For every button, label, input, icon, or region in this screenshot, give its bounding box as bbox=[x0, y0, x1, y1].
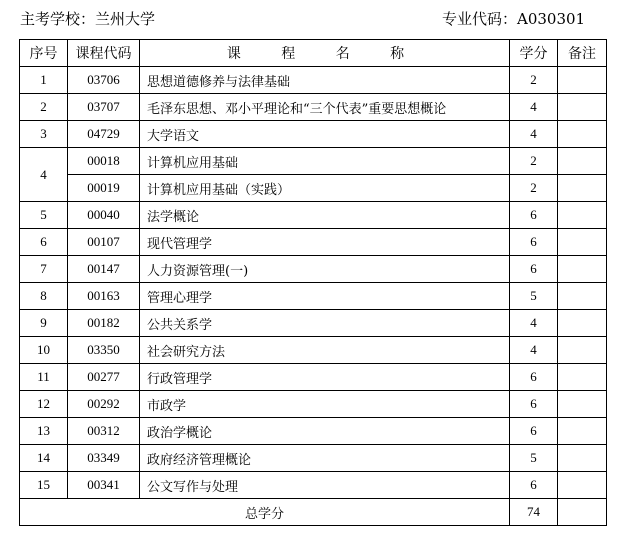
course-table bbox=[19, 39, 607, 526]
cell-code: 00341 bbox=[68, 472, 140, 499]
cell-code: 00182 bbox=[68, 310, 140, 337]
table-row bbox=[20, 418, 607, 445]
column-header-note: 备注 bbox=[558, 40, 607, 67]
cell-seq: 5 bbox=[20, 202, 68, 229]
cell-note bbox=[558, 310, 607, 337]
cell-note bbox=[558, 256, 607, 283]
cell-seq: 6 bbox=[20, 229, 68, 256]
cell-seq: 13 bbox=[20, 418, 68, 445]
cell-credit: 4 bbox=[510, 94, 558, 121]
cell-credit: 6 bbox=[510, 202, 558, 229]
cell-code: 00277 bbox=[68, 364, 140, 391]
cell-note bbox=[558, 337, 607, 364]
cell-seq: 9 bbox=[20, 310, 68, 337]
cell-name: 大学语文 bbox=[140, 121, 510, 148]
cell-note bbox=[558, 472, 607, 499]
school-label: 主考学校：兰州大学 bbox=[20, 10, 156, 28]
cell-code: 00163 bbox=[68, 283, 140, 310]
table-row bbox=[20, 67, 607, 94]
cell-credit: 6 bbox=[510, 472, 558, 499]
cell-seq: 1 bbox=[20, 67, 68, 94]
table-row bbox=[20, 445, 607, 472]
cell-code: 00019 bbox=[68, 175, 140, 202]
total-credits-value: 74 bbox=[510, 499, 558, 526]
table-row bbox=[20, 283, 607, 310]
cell-note bbox=[558, 175, 607, 202]
cell-code: 04729 bbox=[68, 121, 140, 148]
cell-name: 思想道德修养与法律基础 bbox=[140, 67, 510, 94]
table-row bbox=[20, 256, 607, 283]
total-row bbox=[20, 499, 607, 526]
table-row bbox=[20, 202, 607, 229]
column-header-seq: 序号 bbox=[20, 40, 68, 67]
table-row bbox=[20, 229, 607, 256]
cell-credit: 5 bbox=[510, 445, 558, 472]
total-note bbox=[558, 499, 607, 526]
cell-note bbox=[558, 283, 607, 310]
cell-note bbox=[558, 364, 607, 391]
cell-note bbox=[558, 202, 607, 229]
cell-name: 管理心理学 bbox=[140, 283, 510, 310]
cell-credit: 6 bbox=[510, 229, 558, 256]
cell-note bbox=[558, 67, 607, 94]
cell-seq: 10 bbox=[20, 337, 68, 364]
cell-code: 00147 bbox=[68, 256, 140, 283]
table-row bbox=[20, 148, 607, 175]
cell-code: 03349 bbox=[68, 445, 140, 472]
cell-seq: 3 bbox=[20, 121, 68, 148]
cell-name: 人力资源管理(一) bbox=[140, 256, 510, 283]
cell-name: 社会研究方法 bbox=[140, 337, 510, 364]
cell-name: 法学概论 bbox=[140, 202, 510, 229]
cell-seq: 7 bbox=[20, 256, 68, 283]
cell-seq: 15 bbox=[20, 472, 68, 499]
cell-code: 00292 bbox=[68, 391, 140, 418]
cell-code: 00312 bbox=[68, 418, 140, 445]
cell-name: 市政学 bbox=[140, 391, 510, 418]
cell-code: 03707 bbox=[68, 94, 140, 121]
table-row bbox=[20, 310, 607, 337]
table-header-row bbox=[20, 40, 607, 67]
cell-seq: 4 bbox=[20, 148, 68, 202]
cell-credit: 4 bbox=[510, 337, 558, 364]
cell-code: 00018 bbox=[68, 148, 140, 175]
cell-seq: 14 bbox=[20, 445, 68, 472]
cell-name: 政治学概论 bbox=[140, 418, 510, 445]
cell-credit: 4 bbox=[510, 121, 558, 148]
cell-note bbox=[558, 148, 607, 175]
cell-note bbox=[558, 418, 607, 445]
major-code-label: 专业代码：A030301 bbox=[442, 10, 586, 28]
cell-seq: 11 bbox=[20, 364, 68, 391]
table-row bbox=[20, 472, 607, 499]
total-credits-label: 总学分 bbox=[20, 499, 510, 526]
cell-credit: 6 bbox=[510, 391, 558, 418]
cell-seq: 2 bbox=[20, 94, 68, 121]
cell-name: 政府经济管理概论 bbox=[140, 445, 510, 472]
cell-code: 03350 bbox=[68, 337, 140, 364]
cell-note bbox=[558, 94, 607, 121]
cell-credit: 5 bbox=[510, 283, 558, 310]
cell-note bbox=[558, 391, 607, 418]
cell-note bbox=[558, 121, 607, 148]
cell-credit: 6 bbox=[510, 418, 558, 445]
cell-name: 公共关系学 bbox=[140, 310, 510, 337]
cell-credit: 2 bbox=[510, 67, 558, 94]
cell-credit: 2 bbox=[510, 148, 558, 175]
cell-code: 03706 bbox=[68, 67, 140, 94]
table-row bbox=[20, 337, 607, 364]
cell-seq: 8 bbox=[20, 283, 68, 310]
cell-name: 计算机应用基础（实践） bbox=[140, 175, 510, 202]
table-row bbox=[20, 391, 607, 418]
table-row bbox=[20, 94, 607, 121]
cell-credit: 4 bbox=[510, 310, 558, 337]
cell-credit: 6 bbox=[510, 364, 558, 391]
column-header-name: 课 程 名 称 bbox=[140, 40, 510, 67]
column-header-credit: 学分 bbox=[510, 40, 558, 67]
cell-code: 00040 bbox=[68, 202, 140, 229]
cell-code: 00107 bbox=[68, 229, 140, 256]
cell-note bbox=[558, 229, 607, 256]
cell-note bbox=[558, 445, 607, 472]
cell-name: 现代管理学 bbox=[140, 229, 510, 256]
cell-credit: 2 bbox=[510, 175, 558, 202]
table-row bbox=[20, 175, 607, 202]
cell-name: 公文写作与处理 bbox=[140, 472, 510, 499]
column-header-code: 课程代码 bbox=[68, 40, 140, 67]
cell-credit: 6 bbox=[510, 256, 558, 283]
table-row bbox=[20, 121, 607, 148]
cell-name: 毛泽东思想、邓小平理论和“三个代表”重要思想概论 bbox=[140, 94, 510, 121]
cell-name: 计算机应用基础 bbox=[140, 148, 510, 175]
cell-seq: 12 bbox=[20, 391, 68, 418]
cell-name: 行政管理学 bbox=[140, 364, 510, 391]
table-row bbox=[20, 364, 607, 391]
